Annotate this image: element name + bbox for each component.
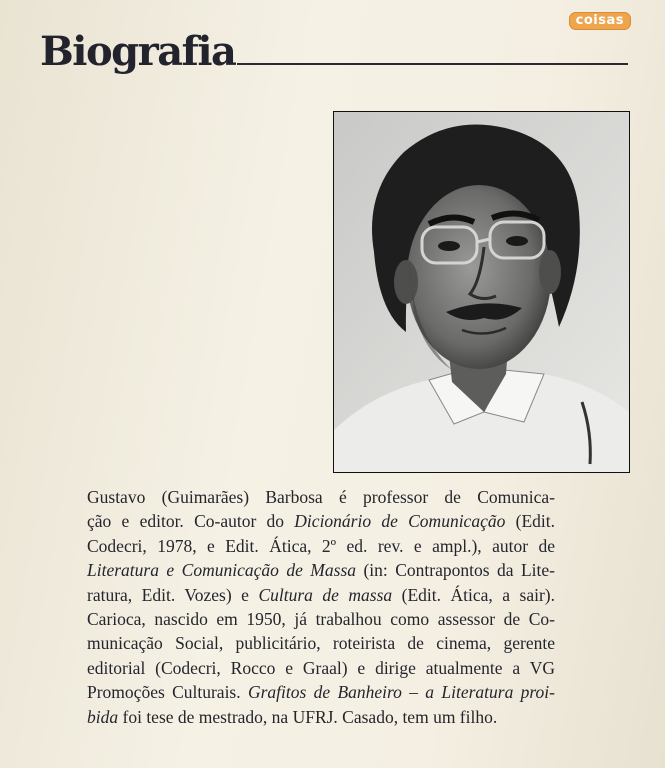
bio-italic-title: Literatura e Comunicação de Massa <box>87 560 356 581</box>
bio-text: Codecri, 1978, e Edit. Ática, 2º ed. rev. e ampl.), autor de <box>87 535 555 556</box>
bio-line <box>64 509 555 533</box>
eye-right <box>506 236 528 246</box>
bio-text: ção e editor. Co-autor do <box>87 511 295 532</box>
bio-text: ratura, Edit. Vozes) e <box>87 584 259 605</box>
bio-text: municação Social, publicitário, roteirista de cinema, gerente <box>87 633 555 654</box>
bio-text: Promoções Culturais. <box>87 682 248 703</box>
bio-italic-title: Cultura de massa <box>258 584 393 605</box>
bio-line <box>64 607 555 631</box>
ear-right <box>539 250 561 294</box>
bio-line <box>64 558 555 582</box>
portrait-illustration <box>334 112 629 472</box>
ear-left <box>394 260 418 304</box>
bio-italic-title: Dicionário de Comunicação <box>294 511 506 532</box>
bio-line <box>64 680 555 704</box>
bio-text: Carioca, nascido em 1950, já trabalhou como assessor de Co- <box>87 609 555 630</box>
bio-line <box>64 583 555 607</box>
biography-text <box>64 485 555 729</box>
bio-line <box>64 656 555 680</box>
eye-left <box>438 241 460 251</box>
bio-italic-title: Grafitos de Banheiro – a Literatura proi- <box>247 682 556 703</box>
bio-line <box>64 485 555 509</box>
page-title: Biografia <box>40 28 236 75</box>
heading-row <box>40 26 628 74</box>
bio-line <box>64 631 555 655</box>
bio-text: editorial (Codecri, Rocco e Graal) e dirige atualmente a VG <box>87 657 555 678</box>
bio-text: (Edit. Ática, a sair). <box>392 584 555 605</box>
bio-text: foi tese de mestrado, na UFRJ. Casado, tem um filho. <box>118 706 498 727</box>
bio-italic-title: bida <box>87 706 119 727</box>
portrait-photo <box>333 111 630 473</box>
title-underline-rule <box>237 63 628 65</box>
bio-text: (Edit. <box>505 511 555 532</box>
logo-text: coisas <box>575 13 624 28</box>
bio-text: (in: Contrapontos da Lite- <box>356 560 555 581</box>
biography-paragraph <box>64 485 555 729</box>
bio-line <box>64 534 555 558</box>
bio-text: Gustavo (Guimarães) Barbosa é professor de Comunica- <box>87 487 555 507</box>
bio-line <box>64 705 555 729</box>
